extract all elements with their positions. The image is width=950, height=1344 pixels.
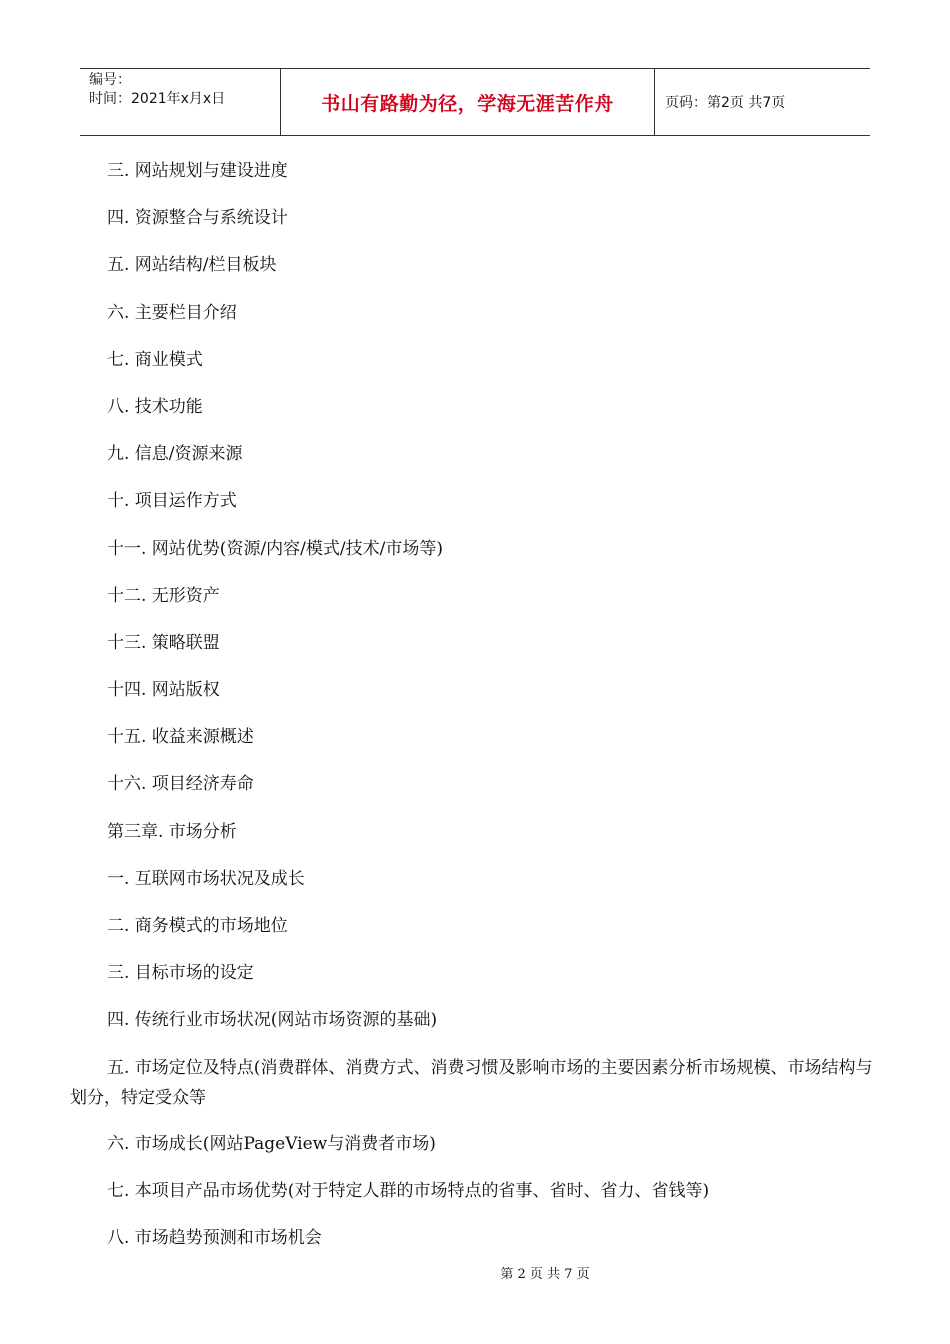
toc-line: 一. 互联网市场状况及成长 [107, 868, 305, 889]
toc-line: 八. 技术功能 [107, 396, 203, 417]
toc-line: 七. 商业模式 [107, 349, 203, 370]
toc-line: 六. 市场成长(网站PageView与消费者市场) [107, 1133, 436, 1154]
toc-line: 十六. 项目经济寿命 [107, 774, 254, 795]
toc-line: 十一. 网站优势(资源/内容/模式/技术/市场等) [107, 538, 443, 559]
toc-line: 十二. 无形资产 [107, 585, 220, 606]
toc-line: 十三. 策略联盟 [107, 632, 220, 653]
page-footer: 第 2 页 共 7 页 [500, 1267, 590, 1282]
toc-line: 三. 网站规划与建设进度 [107, 161, 288, 181]
toc-line: 十四. 网站版权 [107, 680, 220, 701]
toc-line: 六. 主要栏目介绍 [107, 302, 237, 323]
time-label: 时间：2021年x月x日 [89, 91, 226, 107]
toc-line: 四. 传统行业市场状况(网站市场资源的基础) [107, 1010, 438, 1031]
toc-line: 十五. 收益来源概述 [107, 727, 254, 748]
toc-line: 五. 网站结构/栏目板块 [107, 255, 277, 276]
toc-line: 四. 资源整合与系统设计 [107, 208, 288, 229]
toc-line: 五. 市场定位及特点(消费群体、消费方式、消费习惯及影响市场的主要因素分析市场规模、市场结构与划分，特定受众等 [70, 1057, 873, 1108]
header-page-info: 页码：第2页 共7页 [665, 95, 786, 111]
toc-line: 八. 市场趋势预测和市场机会 [107, 1227, 322, 1248]
number-label: 编号： [89, 72, 131, 88]
header-meta [80, 69, 281, 135]
toc-line: 三. 目标市场的设定 [107, 963, 254, 984]
toc-line: 七. 本项目产品市场优势(对于特定人群的市场特点的省事、省时、省力、省钱等) [107, 1180, 710, 1201]
toc-line: 十. 项目运作方式 [107, 491, 237, 512]
chapter-heading: 第三章. 市场分析 [107, 821, 237, 842]
page-header [80, 68, 870, 136]
toc-line: 九. 信息/资源来源 [107, 444, 243, 465]
toc-line: 二. 商务模式的市场地位 [107, 916, 288, 936]
document-body [70, 156, 880, 1270]
header-motto: 书山有路勤为径，学海无涯苦作舟 [281, 69, 655, 135]
